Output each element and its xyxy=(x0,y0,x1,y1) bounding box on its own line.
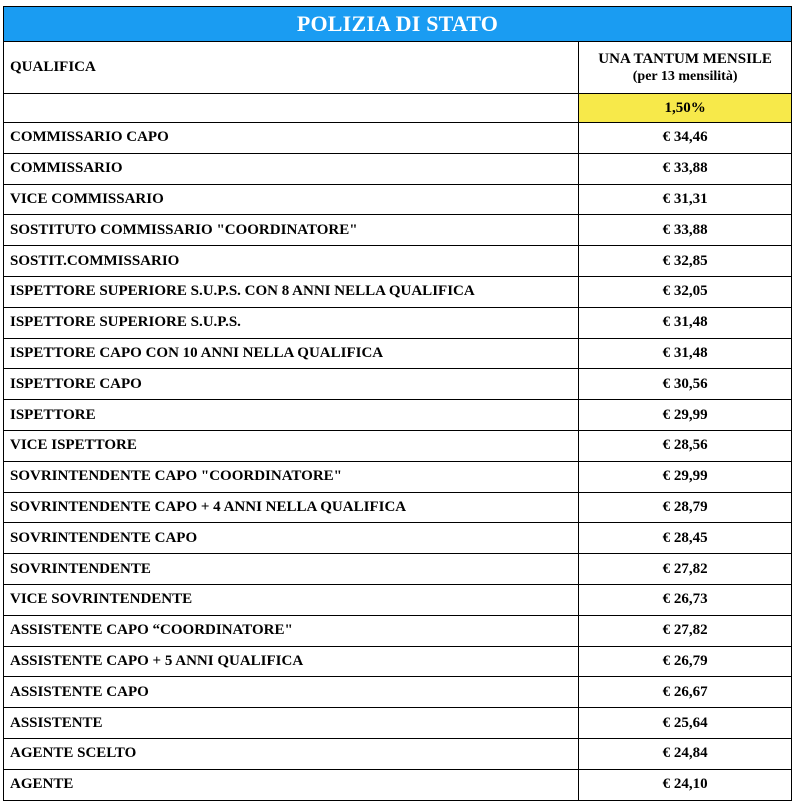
table-row xyxy=(4,215,792,246)
table-row xyxy=(4,184,792,215)
qualifica-cell: VICE COMMISSARIO xyxy=(4,184,579,215)
table-row xyxy=(4,400,792,431)
qualifica-cell: SOVRINTENDENTE CAPO "COORDINATORE" xyxy=(4,461,579,492)
table-row xyxy=(4,307,792,338)
importo-cell: € 27,82 xyxy=(579,615,792,646)
table-row xyxy=(4,276,792,307)
header-row xyxy=(4,42,792,94)
importo-cell: € 27,82 xyxy=(579,554,792,585)
table-title: POLIZIA DI STATO xyxy=(4,7,792,42)
importo-cell: € 29,99 xyxy=(579,461,792,492)
qualifica-cell: ISPETTORE CAPO CON 10 ANNI NELLA QUALIFICA xyxy=(4,338,579,369)
importo-cell: € 28,45 xyxy=(579,523,792,554)
importo-cell: € 33,88 xyxy=(579,153,792,184)
importo-cell: € 32,85 xyxy=(579,246,792,277)
table-row xyxy=(4,492,792,523)
qualifica-cell: AGENTE SCELTO xyxy=(4,738,579,769)
importo-cell: € 31,48 xyxy=(579,338,792,369)
importo-cell: € 26,73 xyxy=(579,584,792,615)
importo-cell: € 31,48 xyxy=(579,307,792,338)
header-qualifica: QUALIFICA xyxy=(4,42,579,94)
table-row xyxy=(4,708,792,739)
header-una-tantum xyxy=(579,42,792,94)
table-row xyxy=(4,738,792,769)
header-una-tantum-line1: UNA TANTUM MENSILE xyxy=(598,50,772,67)
table-row xyxy=(4,584,792,615)
importo-cell: € 34,46 xyxy=(579,123,792,154)
header-una-tantum-line2: (per 13 mensilità) xyxy=(632,68,738,84)
qualifica-cell: SOVRINTENDENTE xyxy=(4,554,579,585)
qualifica-cell: SOVRINTENDENTE CAPO xyxy=(4,523,579,554)
importo-cell: € 25,64 xyxy=(579,708,792,739)
percent-row xyxy=(4,94,792,123)
qualifica-cell: ISPETTORE SUPERIORE S.U.P.S. xyxy=(4,307,579,338)
table-row xyxy=(4,615,792,646)
importo-cell: € 28,56 xyxy=(579,430,792,461)
importo-cell: € 24,84 xyxy=(579,738,792,769)
table-row xyxy=(4,123,792,154)
pay-table xyxy=(3,6,792,801)
qualifica-cell: VICE ISPETTORE xyxy=(4,430,579,461)
importo-cell: € 26,67 xyxy=(579,677,792,708)
table-row xyxy=(4,769,792,800)
percent-empty-cell xyxy=(4,94,579,123)
table-row xyxy=(4,246,792,277)
importo-cell: € 26,79 xyxy=(579,646,792,677)
importo-cell: € 30,56 xyxy=(579,369,792,400)
qualifica-cell: VICE SOVRINTENDENTE xyxy=(4,584,579,615)
qualifica-cell: COMMISSARIO CAPO xyxy=(4,123,579,154)
importo-cell: € 31,31 xyxy=(579,184,792,215)
qualifica-cell: SOSTIT.COMMISSARIO xyxy=(4,246,579,277)
title-row xyxy=(4,7,792,42)
qualifica-cell: ASSISTENTE xyxy=(4,708,579,739)
qualifica-cell: ISPETTORE xyxy=(4,400,579,431)
qualifica-cell: AGENTE xyxy=(4,769,579,800)
table-row xyxy=(4,338,792,369)
importo-cell: € 28,79 xyxy=(579,492,792,523)
qualifica-cell: ISPETTORE CAPO xyxy=(4,369,579,400)
table-row xyxy=(4,677,792,708)
qualifica-cell: ASSISTENTE CAPO xyxy=(4,677,579,708)
qualifica-cell: SOSTITUTO COMMISSARIO "COORDINATORE" xyxy=(4,215,579,246)
importo-cell: € 24,10 xyxy=(579,769,792,800)
qualifica-cell: COMMISSARIO xyxy=(4,153,579,184)
qualifica-cell: ASSISTENTE CAPO + 5 ANNI QUALIFICA xyxy=(4,646,579,677)
table-row xyxy=(4,369,792,400)
table-row xyxy=(4,153,792,184)
qualifica-cell: SOVRINTENDENTE CAPO + 4 ANNI NELLA QUALIFICA xyxy=(4,492,579,523)
table-row xyxy=(4,430,792,461)
importo-cell: € 32,05 xyxy=(579,276,792,307)
table-row xyxy=(4,523,792,554)
importo-cell: € 33,88 xyxy=(579,215,792,246)
qualifica-cell: ASSISTENTE CAPO “COORDINATORE" xyxy=(4,615,579,646)
table-row xyxy=(4,461,792,492)
table-row xyxy=(4,646,792,677)
qualifica-cell: ISPETTORE SUPERIORE S.U.P.S. CON 8 ANNI NELLA QUALIFICA xyxy=(4,276,579,307)
table-row xyxy=(4,554,792,585)
percent-cell: 1,50% xyxy=(579,94,792,123)
importo-cell: € 29,99 xyxy=(579,400,792,431)
